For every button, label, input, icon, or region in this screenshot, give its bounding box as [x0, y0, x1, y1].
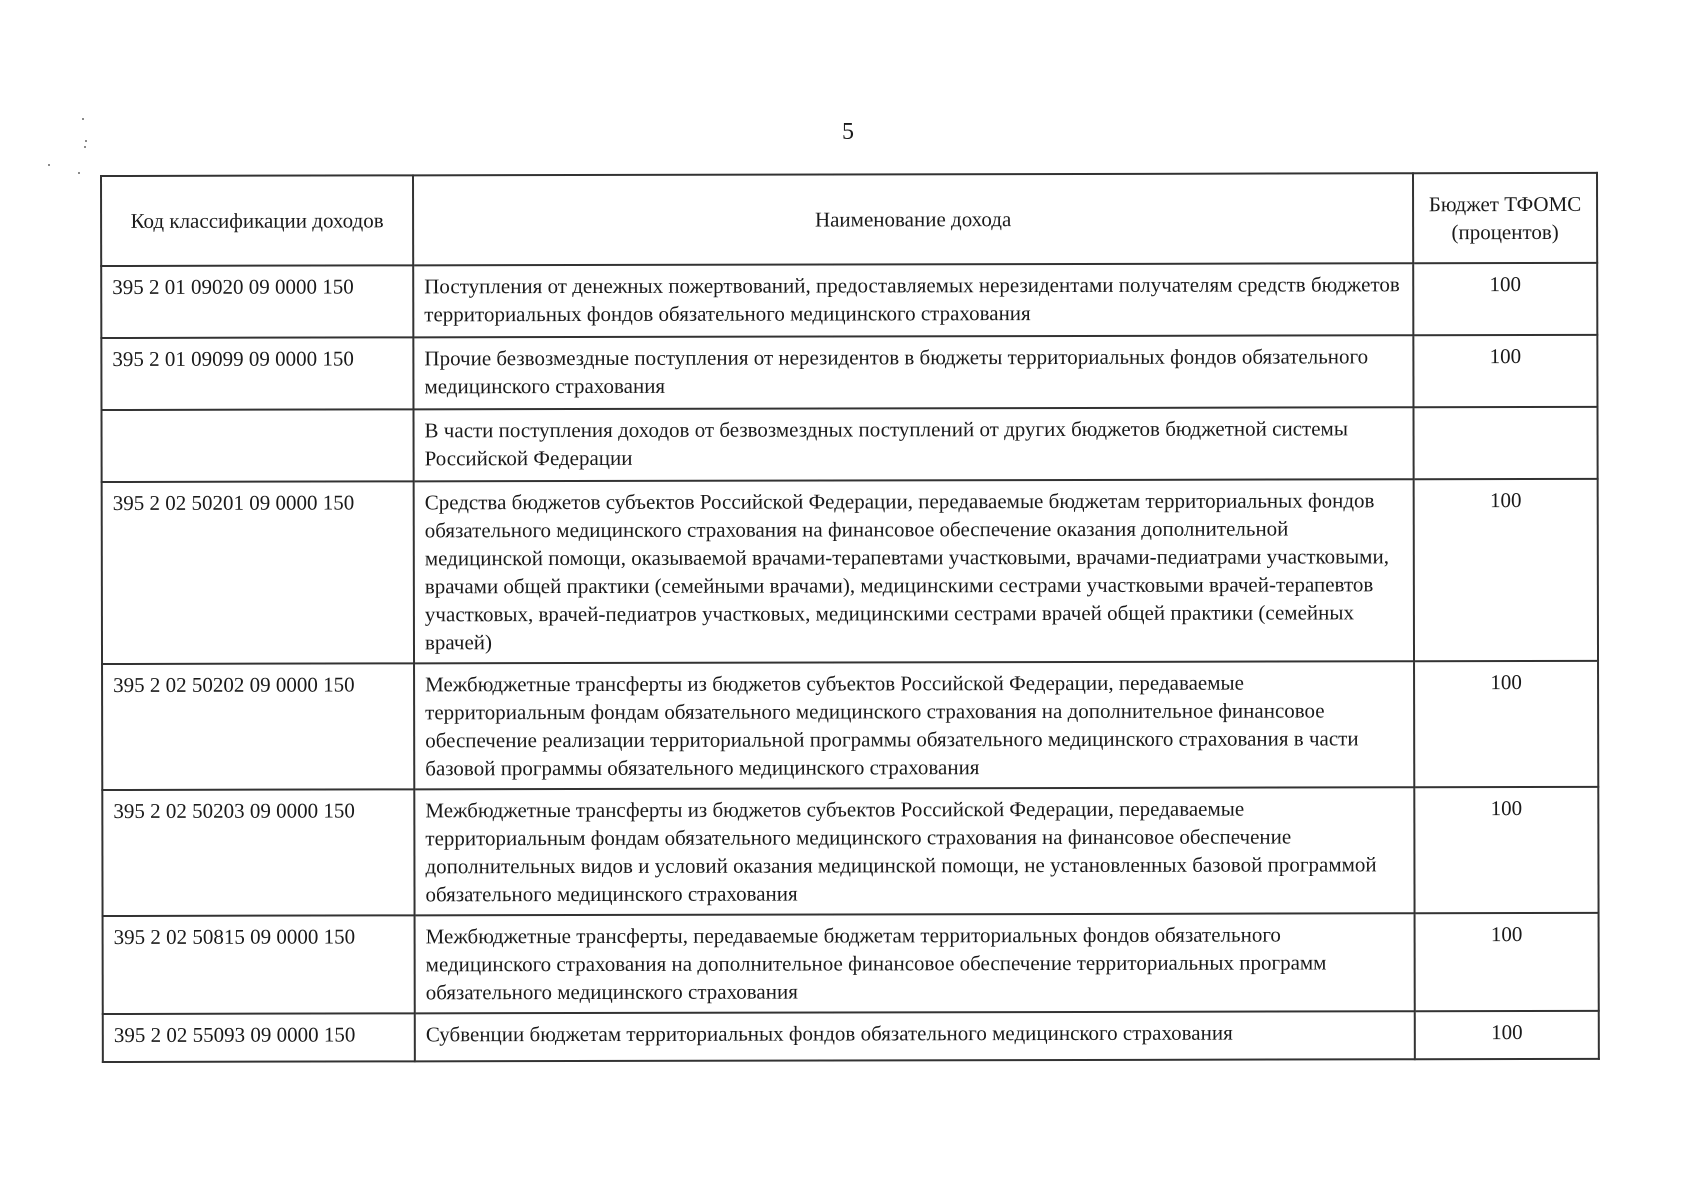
- table-row: [103, 913, 1599, 1014]
- row-code: 395 2 02 50202 09 0000 150: [102, 663, 414, 790]
- row-code: 395 2 02 55093 09 0000 150: [103, 1013, 415, 1062]
- row-percent: 100: [1414, 787, 1598, 913]
- row-name: Поступления от денежных пожертвований, предоставляемых нерезидентами получателям средств бюджетов территориальных фондов обязательного медицинского страхования: [413, 263, 1413, 337]
- table-row: [102, 787, 1598, 916]
- header-name: Наименование дохода: [413, 173, 1413, 265]
- row-code: 395 2 01 09020 09 0000 150: [101, 265, 413, 338]
- table-row: [103, 1011, 1599, 1062]
- row-code: 395 2 01 09099 09 0000 150: [101, 337, 413, 410]
- income-classification-table: [100, 172, 1600, 1063]
- row-name: Средства бюджетов субъектов Российской Федерации, передаваемые бюджетам территориальных фондов обязательного медицинского страхования на финансовое обеспечение оказания дополнительной медицинской помощи, оказываемой врачами-терапевтами участковыми, врачами-педиатрами участковыми, врачами общей практики (семейными врачами), медицинскими сестрами участковыми врачей-терапевтов участковых, врачей-педиатров участковых, медицинскими сестрами врачей общей практики (семейных врачей): [414, 479, 1414, 663]
- section-title: В части поступления доходов от безвозмездных поступлений от других бюджетов бюджетной системы Российской Федерации: [413, 407, 1413, 481]
- row-percent: 100: [1414, 661, 1598, 787]
- row-name: Межбюджетные трансферты, передаваемые бюджетам территориальных фондов обязательного медицинского страхования на дополнительное финансовое обеспечение территориальных программ обязательного медицинского страхования: [415, 913, 1415, 1013]
- row-code: 395 2 02 50203 09 0000 150: [102, 789, 414, 916]
- row-name: Межбюджетные трансферты из бюджетов субъектов Российской Федерации, передаваемые территориальным фондам обязательного медицинского страхования на финансовое обеспечение дополнительных видов и условий оказания медицинской помощи, не установленных базовой программой обязательного медицинского страхования: [414, 787, 1414, 915]
- row-name: Межбюджетные трансферты из бюджетов субъектов Российской Федерации, передаваемые территориальным фондам обязательного медицинского страхования на дополнительное финансовое обеспечение реализации территориальной программы обязательного медицинского страхования в части базовой программы обязательного медицинского страхования: [414, 661, 1414, 789]
- table-row: [102, 479, 1598, 664]
- page-number: 5: [842, 119, 854, 145]
- scan-artifact-dots: [48, 118, 88, 178]
- table-row: [102, 661, 1598, 790]
- row-name: Субвенции бюджетам территориальных фондов обязательного медицинского страхования: [415, 1011, 1415, 1061]
- row-percent: 100: [1413, 335, 1597, 407]
- row-percent: 100: [1415, 913, 1599, 1011]
- header-budget: Бюджет ТФОМС (процентов): [1413, 173, 1597, 263]
- row-code: 395 2 02 50201 09 0000 150: [102, 481, 414, 664]
- table-header-row: [101, 173, 1597, 266]
- header-code: Код классификации доходов: [101, 175, 413, 266]
- table-row: [101, 335, 1597, 410]
- row-code-empty: [101, 409, 413, 482]
- row-code: 395 2 02 50815 09 0000 150: [103, 915, 415, 1014]
- row-percent: 100: [1415, 1011, 1599, 1059]
- table-row: [101, 263, 1597, 338]
- row-percent: 100: [1414, 479, 1598, 661]
- row-percent: 100: [1413, 263, 1597, 335]
- row-percent-empty: [1413, 407, 1597, 479]
- row-name: Прочие безвозмездные поступления от нерезидентов в бюджеты территориальных фондов обязательного медицинского страхования: [413, 335, 1413, 409]
- section-row: [101, 407, 1597, 482]
